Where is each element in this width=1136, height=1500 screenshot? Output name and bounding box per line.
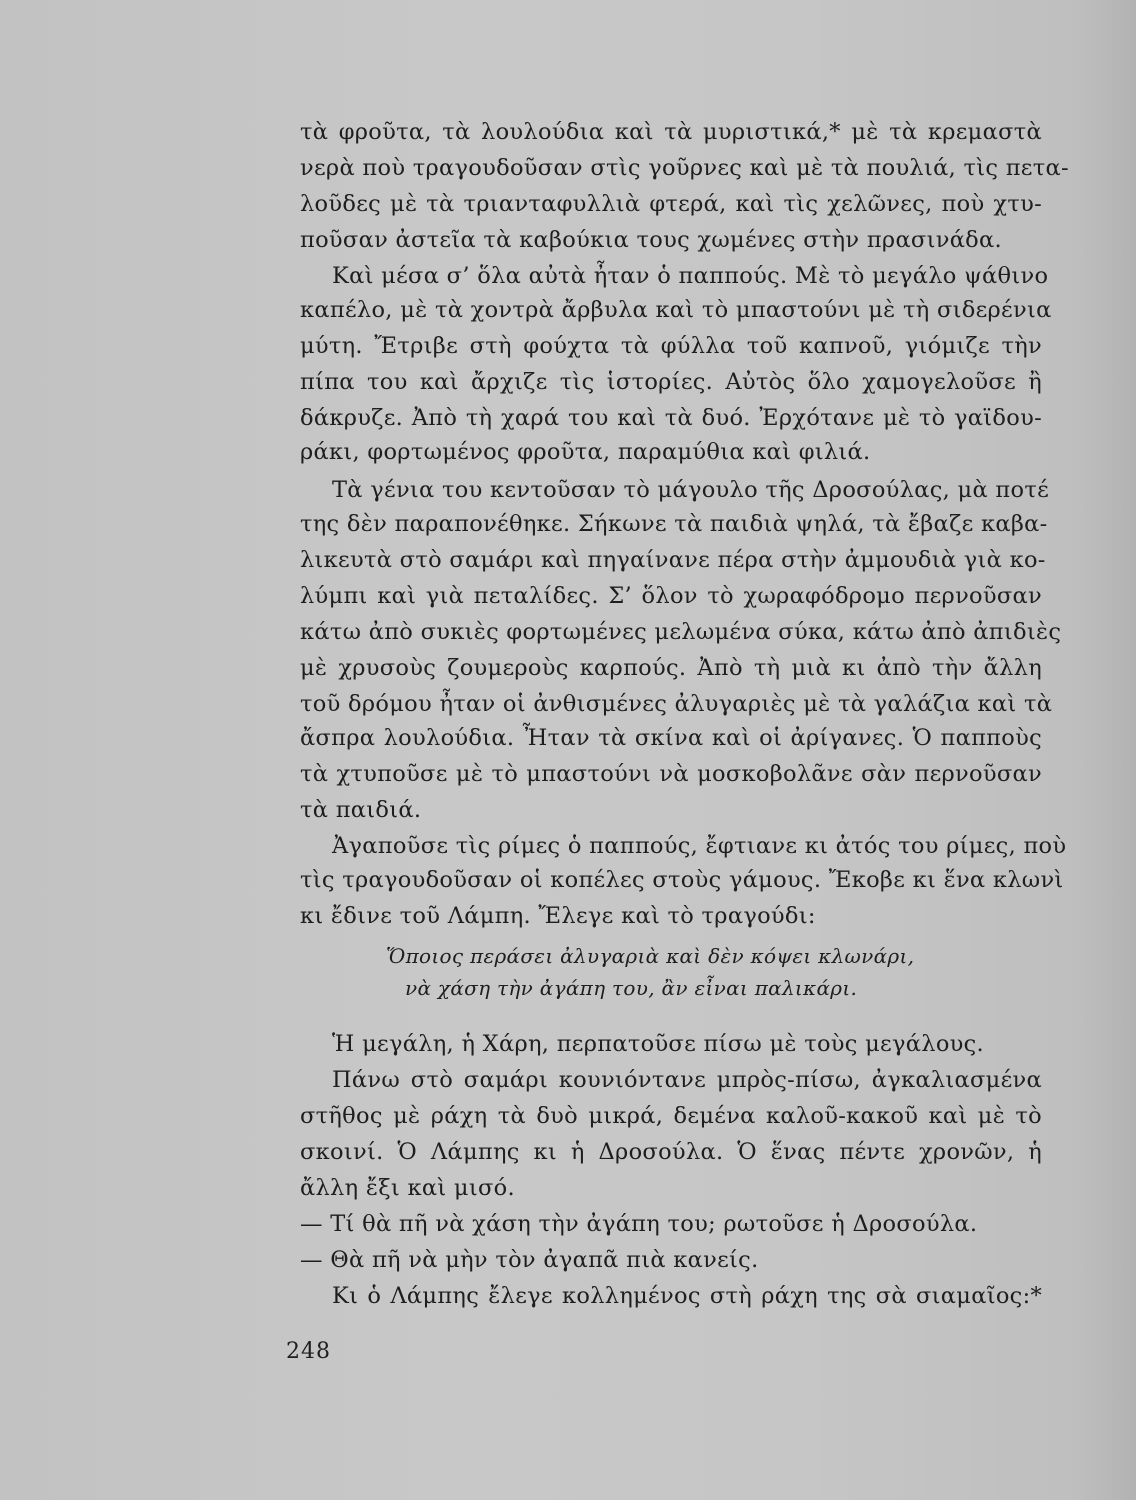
text-line: ποῦσαν ἀστεῖα τὰ καβούκια τους χωμένες στὴν πρασινάδα.: [300, 227, 1002, 253]
text-line: Τὰ γένια του κεντοῦσαν τὸ μάγουλο τῆς Δροσούλας, μὰ ποτέ: [332, 477, 1050, 503]
text-line: ἄλλη ἔξι καὶ μισό.: [300, 1175, 515, 1201]
text-line: Καὶ μέσα σ’ ὅλα αὐτὰ ἦταν ὁ παππούς. Μὲ τὸ μεγάλο ψάθινο: [332, 263, 1049, 289]
text-line: ἄσπρα λουλούδια. Ἦταν τὰ σκίνα καὶ οἱ ἀρίγανες. Ὁ παπποὺς: [300, 725, 1042, 751]
text-line: καπέλο, μὲ τὰ χοντρὰ ἄρβυλα καὶ τὸ μπαστούνι μὲ τὴ σιδερένια: [300, 297, 1052, 323]
text-line: Κι ὁ Λάμπης ἔλεγε κολλημένος στὴ ράχη της σὰ σιαμαῖος:*: [332, 1283, 1042, 1309]
text-line: πίπα του καὶ ἄρχιζε τὶς ἱστορίες. Αὐτὸς ὅλο χαμογελοῦσε ἢ: [300, 369, 1042, 395]
text-line: νερὰ ποὺ τραγουδοῦσαν στὶς γοῦρνες καὶ μὲ τὰ πουλιά, τὶς πετα-: [300, 155, 1069, 181]
text-line: Ἀγαποῦσε τὶς ρίμες ὁ παππούς, ἔφτιανε κι ἀτός του ρίμες, ποὺ: [332, 833, 1067, 859]
text-line: λύμπι καὶ γιὰ πεταλίδες. Σ’ ὅλον τὸ χωραφόδρομο περνοῦσαν: [300, 583, 1042, 609]
verse-line: νὰ χάση τὴν ἀγάπη του, ἂν εἶναι παλικάρι.: [405, 976, 858, 1000]
text-line: της δὲν παραπονέθηκε. Σήκωνε τὰ παιδιὰ ψηλά, τὰ ἔβαζε καβα-: [300, 511, 1048, 537]
text-line: κι ἔδινε τοῦ Λάμπη. Ἔλεγε καὶ τὸ τραγούδι:: [300, 903, 816, 929]
text-line: τοῦ δρόμου ἦταν οἱ ἀνθισμένες ἀλυγαριὲς μὲ τὰ γαλάζια καὶ τὰ: [300, 691, 1053, 717]
text-line: ράκι, φορτωμένος φροῦτα, παραμύθια καὶ φιλιά.: [300, 439, 871, 465]
text-line: δάκρυζε. Ἀπὸ τὴ χαρά του καὶ τὰ δυό. Ἐρχότανε μὲ τὸ γαϊδου-: [300, 405, 1042, 431]
verse-line: Ὅποιος περάσει ἀλυγαριὰ καὶ δὲν κόψει κλωνάρι,: [386, 944, 915, 968]
dialogue-line: — Τί θὰ πῆ νὰ χάση τὴν ἀγάπη του; ρωτοῦσε ἡ Δροσούλα.: [300, 1211, 978, 1237]
text-line: λικευτὰ στὸ σαμάρι καὶ πηγαίνανε πέρα στὴν ἀμμουδιὰ γιὰ κο-: [300, 547, 1046, 573]
text-line: κάτω ἀπὸ συκιὲς φορτωμένες μελωμένα σύκα, κάτω ἀπὸ ἀπιδιὲς: [300, 619, 1062, 645]
text-line: στῆθος μὲ ράχη τὰ δυὸ μικρά, δεμένα καλοῦ-κακοῦ καὶ μὲ τὸ: [300, 1103, 1042, 1129]
text-line: τὰ φροῦτα, τὰ λουλούδια καὶ τὰ μυριστικά,* μὲ τὰ κρεμαστὰ: [300, 119, 1042, 145]
text-line: Ἡ μεγάλη, ἡ Χάρη, περπατοῦσε πίσω μὲ τοὺς μεγάλους.: [332, 1031, 984, 1057]
text-line: τὰ παιδιά.: [300, 797, 422, 823]
text-line: σκοινί. Ὁ Λάμπης κι ἡ Δροσούλα. Ὁ ἕνας πέντε χρονῶν, ἡ: [300, 1139, 1042, 1165]
text-line: τὰ χτυποῦσε μὲ τὸ μπαστούνι νὰ μοσκοβολᾶνε σὰν περνοῦσαν: [300, 761, 1042, 787]
text-line: μύτη. Ἔτριβε στὴ φούχτα τὰ φύλλα τοῦ καπνοῦ, γιόμιζε τὴν: [300, 333, 1042, 359]
text-line: λοῦδες μὲ τὰ τριανταφυλλιὰ φτερά, καὶ τὶς χελῶνες, ποὺ χτυ-: [300, 191, 1042, 217]
page-number: 248: [286, 1339, 331, 1364]
text-line: Πάνω στὸ σαμάρι κουνιόντανε μπρὸς-πίσω, ἀγκαλιασμένα: [332, 1067, 1042, 1093]
dialogue-line: — Θὰ πῆ νὰ μὴν τὸν ἀγαπᾶ πιὰ κανείς.: [300, 1247, 759, 1273]
text-line: τὶς τραγουδοῦσαν οἱ κοπέλες στοὺς γάμους. Ἔκοβε κι ἕνα κλωνὶ: [300, 867, 1064, 893]
text-line: μὲ χρυσοὺς ζουμεροὺς καρπούς. Ἀπὸ τὴ μιὰ κι ἀπὸ τὴν ἄλλη: [300, 655, 1042, 681]
page-edge-shadow: [1076, 0, 1136, 1500]
